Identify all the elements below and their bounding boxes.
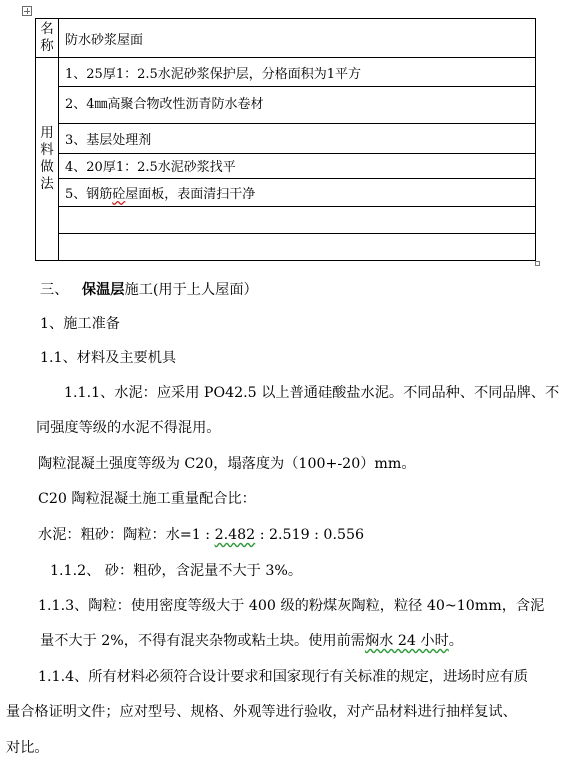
section-number: 三、 xyxy=(40,282,69,298)
paragraph-ceramsite-line2 xyxy=(40,631,580,651)
name-label-cell xyxy=(36,19,59,58)
step-cell: 1、25厚1：2.5水泥砂浆保护层，分格面积为1平方 xyxy=(59,58,536,87)
paragraph-ceramsite-line1: 1.1.3、陶粒：使用密度等级大于 400 级的粉煤灰陶粒，粒径 40~10mm，含泥 xyxy=(38,598,545,614)
paragraph-materials-line2: 量合格证明文件；应对型号、规格、外观等进行验收，对产品材料进行抽样复试、 xyxy=(6,704,517,720)
name-label-char: 称 xyxy=(40,38,54,55)
section-heading-rest: 施工(用于上人屋面） xyxy=(124,282,258,298)
ceramsite-line2-suffix: 。 xyxy=(448,633,463,649)
step-cell: 3、基层处理剂 xyxy=(59,124,536,154)
step-cell: 2、4㎜高聚合物改性沥青防水卷材 xyxy=(59,86,536,123)
materials-table xyxy=(35,18,536,261)
ceramsite-line2-underlined: 焖水 24 小时 xyxy=(364,633,449,649)
paragraph-materials-line1: 1.1.4、所有材料必须符合设计要求和国家现行有关标准的规定，进场时应有质 xyxy=(38,669,529,685)
paragraph-sand: 1.1.2、 砂：粗砂，含泥量不大于 3%。 xyxy=(50,563,303,579)
paragraph-cement-line2: 同强度等级的水泥不得混用。 xyxy=(36,420,221,436)
paragraph-cement-line1: 1.1.1、水泥：应采用 PO42.5 以上普通硅酸盐水泥。不同品种、不同品牌、不 xyxy=(64,385,560,401)
mix-ratio-underlined: 2.482 xyxy=(214,527,256,543)
method-label-char: 料 xyxy=(40,142,54,159)
empty-step-cell xyxy=(59,207,536,234)
table-resize-handle-icon[interactable] xyxy=(535,261,540,266)
method-label-char: 法 xyxy=(40,176,54,193)
subheading-1-1: 1.1、材料及主要机具 xyxy=(40,350,177,366)
name-value-cell: 防水砂浆屋面 xyxy=(59,19,536,58)
subheading-1: 1、施工准备 xyxy=(40,316,120,332)
paragraph-mix-ratio xyxy=(38,525,578,545)
spellcheck-word: 砼 xyxy=(112,186,126,202)
method-label-char: 用 xyxy=(40,125,54,142)
method-label-char: 做 xyxy=(40,159,54,176)
name-label-char: 名 xyxy=(40,21,54,38)
step-cell: 5、钢筋砼屋面板，表面清扫干净 xyxy=(59,178,536,207)
paragraph-mix-title: C20 陶粒混凝土施工重量配合比： xyxy=(38,491,256,507)
empty-step-cell xyxy=(59,234,536,261)
mix-ratio-prefix: 水泥：粗砂：陶粒：水=1 : xyxy=(38,527,215,543)
paragraph-materials-line3: 对比。 xyxy=(6,740,49,756)
paragraph-concrete-grade: 陶粒混凝土强度等级为 C20，塌落度为（100+-20）mm。 xyxy=(38,456,416,472)
section-heading xyxy=(40,280,580,300)
mix-ratio-suffix: : 2.519 : 0.556 xyxy=(255,527,365,543)
method-label-cell xyxy=(36,58,59,261)
table-move-handle-icon[interactable] xyxy=(22,6,32,16)
step-cell: 4、20厚1：2.5水泥砂浆找平 xyxy=(59,153,536,178)
ceramsite-line2-prefix: 量不大于 2%，不得有混夹杂物或粘土块。使用前需 xyxy=(40,633,365,649)
section-heading-bold: 保温层 xyxy=(81,282,125,298)
